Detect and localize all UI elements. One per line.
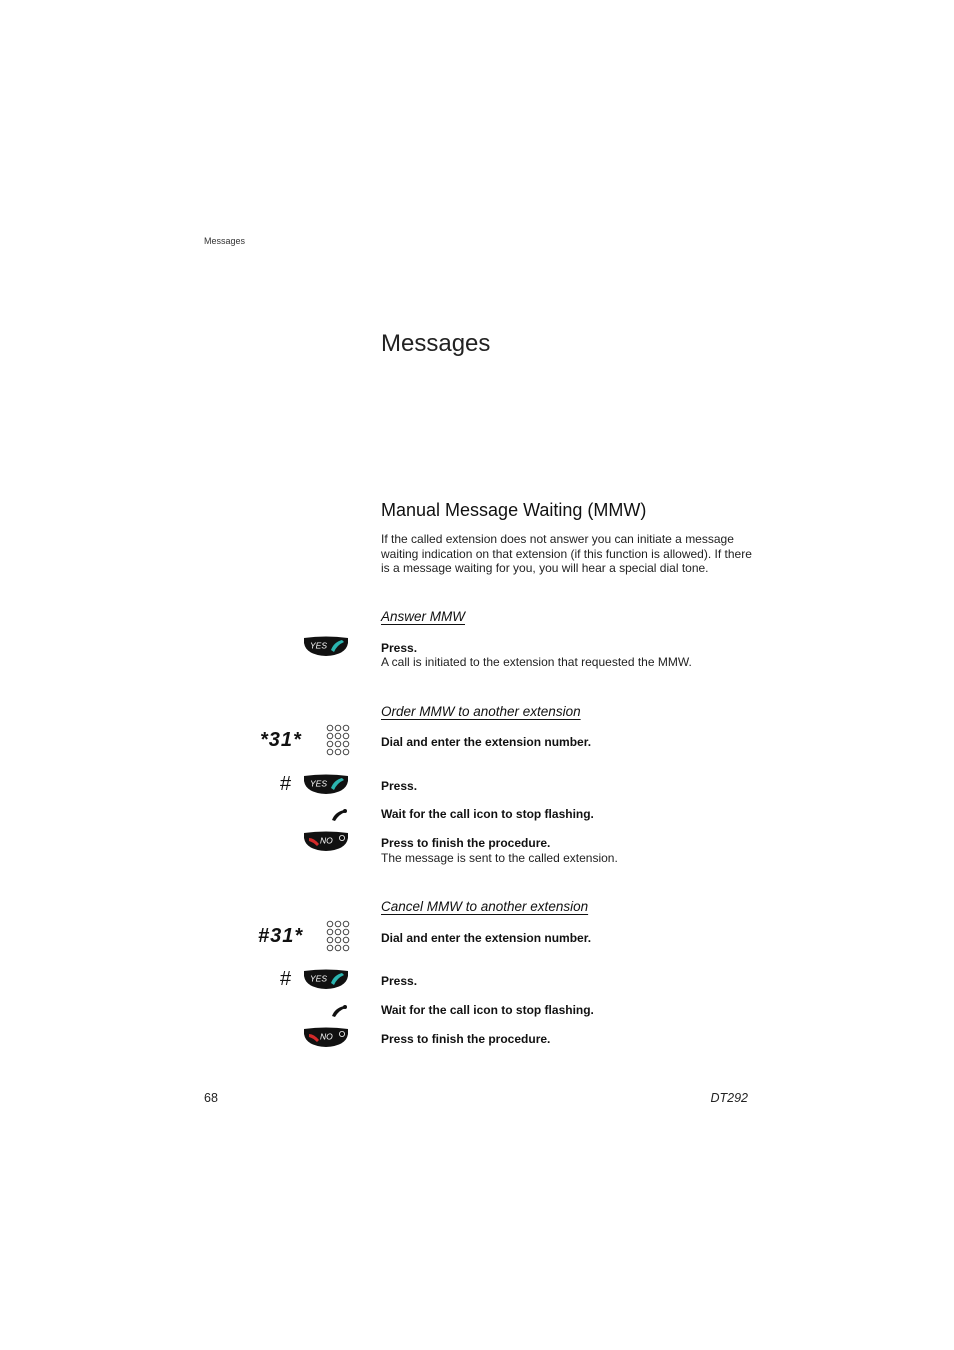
no-key-label: NO [320, 835, 333, 846]
order-step3-action: Wait for the call icon to stop flashing. [381, 807, 594, 821]
no-key-icon [302, 830, 350, 852]
section-intro: If the called extension does not answer you can initiate a message waiting indication on that extension (if this function is allowed). If there is a message waiting for you, you will hear a special dial tone. [381, 532, 752, 575]
answer-mmw-heading: Answer MMW [381, 609, 465, 624]
cancel-step2-action: Press. [381, 974, 418, 988]
yes-key-icon [302, 773, 350, 795]
yes-key-label: YES [310, 973, 328, 984]
running-header: Messages [204, 236, 246, 246]
yes-key-icon [302, 635, 350, 657]
order-mmw-heading: Order MMW to another extension [381, 704, 581, 719]
hash-key: # [280, 968, 292, 990]
keypad-icon [326, 724, 350, 758]
order-step2-action: Press. [381, 779, 418, 793]
order-step1-action: Dial and enter the extension number. [381, 735, 592, 749]
no-key-icon [302, 1026, 350, 1048]
cancel-code: #31* [258, 925, 304, 947]
answer-step1-note: A call is initiated to the extension that requested the MMW. [381, 655, 692, 669]
order-code: *31* [260, 729, 302, 751]
yes-key-label: YES [310, 640, 328, 651]
order-step4-action: Press to finish the procedure. [381, 836, 551, 850]
yes-key-icon [302, 968, 350, 990]
answer-step1-action: Press. [381, 641, 418, 655]
model-name: DT292 [710, 1091, 748, 1105]
keypad-icon [326, 920, 350, 954]
cancel-step1-action: Dial and enter the extension number. [381, 931, 592, 945]
hash-key: # [280, 773, 292, 795]
yes-key-label: YES [310, 778, 328, 789]
no-key-label: NO [320, 1031, 333, 1042]
section-title: Manual Message Waiting (MMW) [381, 500, 647, 520]
page-number: 68 [204, 1091, 218, 1105]
chapter-title: Messages [381, 330, 491, 357]
handset-icon [330, 808, 348, 822]
handset-icon [330, 1004, 348, 1018]
order-step4-note: The message is sent to the called extension. [381, 851, 618, 865]
cancel-step3-action: Wait for the call icon to stop flashing. [381, 1003, 594, 1017]
cancel-mmw-heading: Cancel MMW to another extension [381, 899, 589, 914]
cancel-step4-action: Press to finish the procedure. [381, 1032, 551, 1046]
